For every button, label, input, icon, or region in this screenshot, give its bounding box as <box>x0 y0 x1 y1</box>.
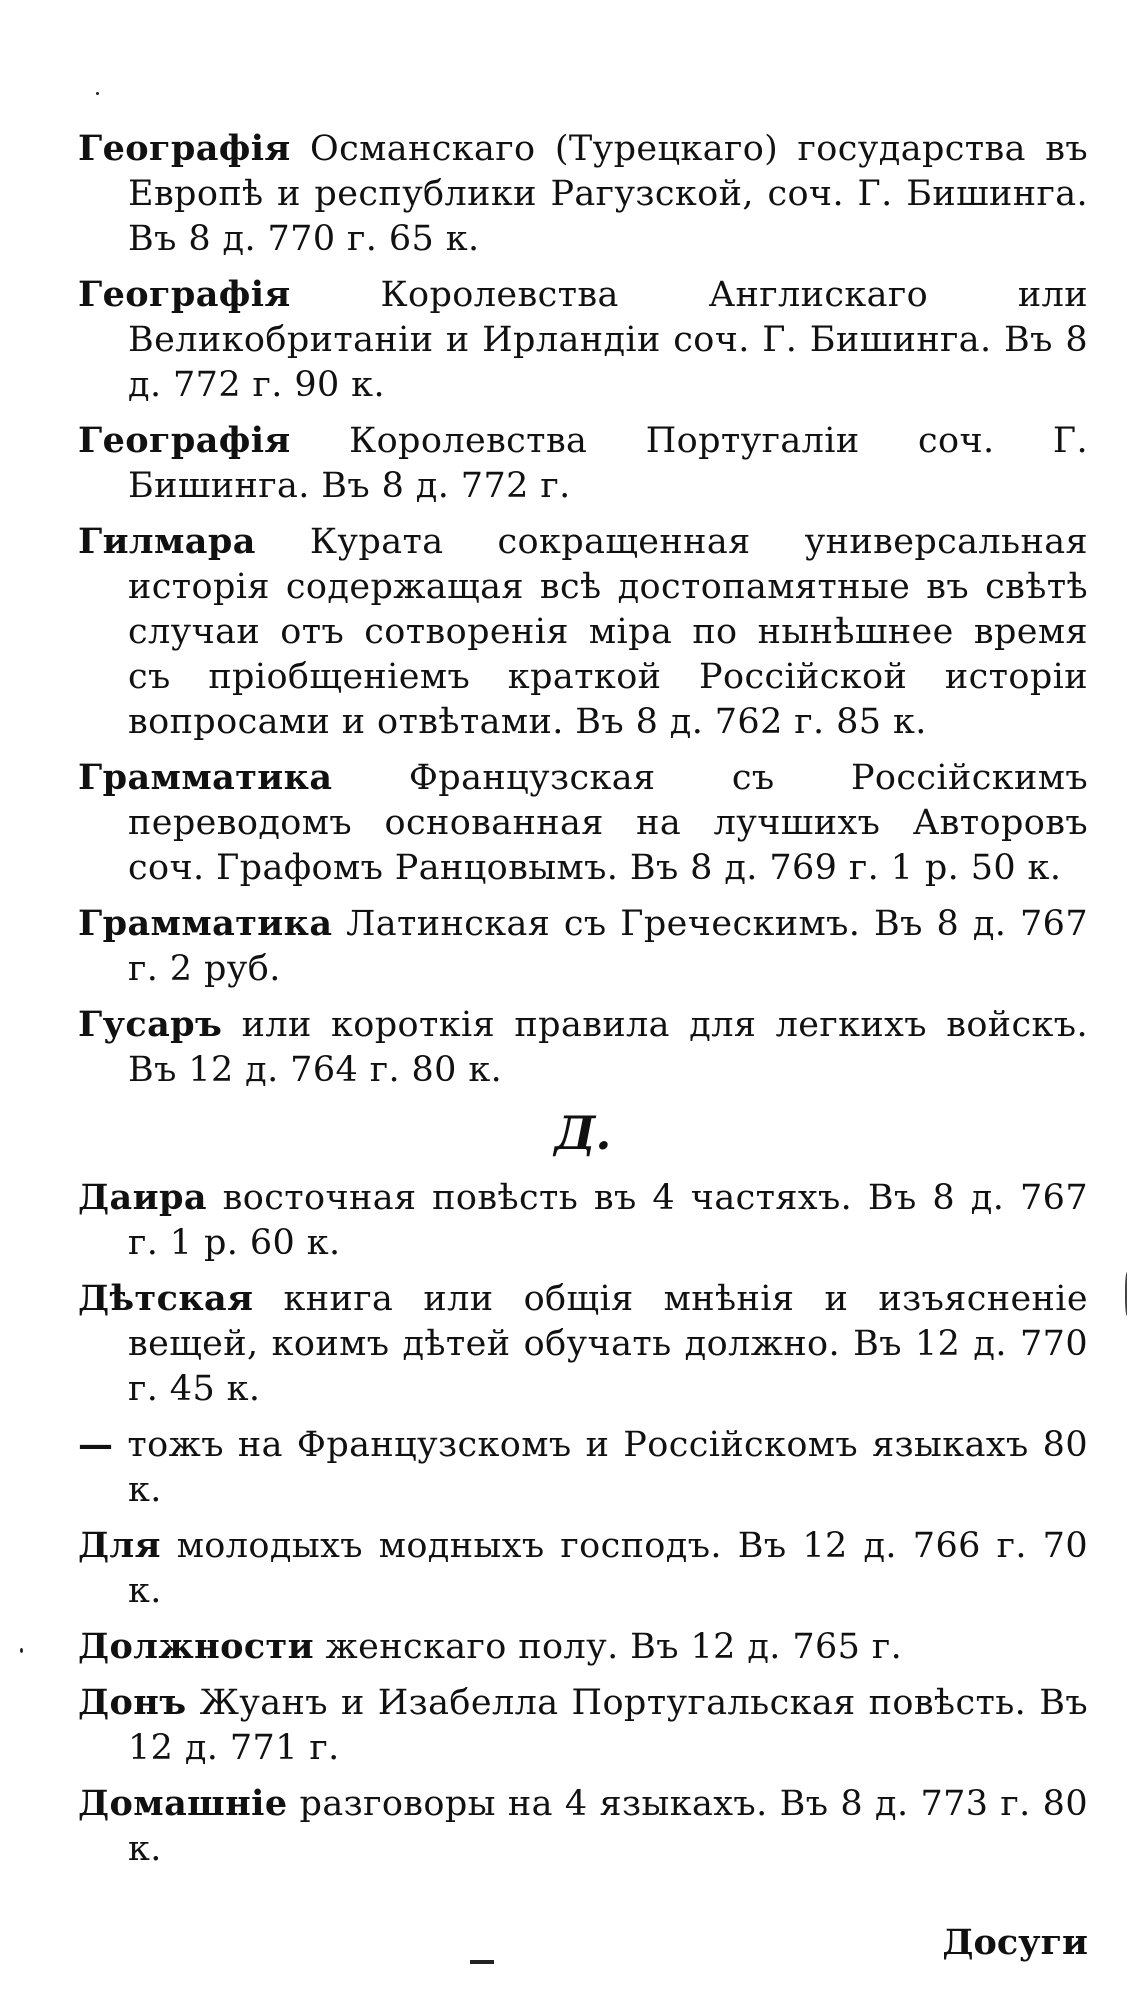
entry-text: Королевства Португаліи соч. Г. Бишинга. Въ 8 д. 772 г. <box>128 421 1089 506</box>
entry-headword: Дѣтская <box>78 1278 254 1319</box>
ink-smudge <box>470 1960 494 1964</box>
entry-headword: Географія <box>78 274 291 315</box>
catchword: Досуги <box>942 1922 1088 1963</box>
entry-text: Королевства Англискаго или Великобританіи и Ирландіи соч. Г. Бишинга. Въ 8 д. 772 г. 90 к. <box>128 275 1088 405</box>
entry-text: восточная повѣсть въ 4 частяхъ. Въ 8 д. 767 г. 1 р. 60 к. <box>128 1178 1088 1263</box>
catalog-entry <box>78 1276 1088 1412</box>
catalog-entry <box>78 1781 1088 1872</box>
entry-headword: Географія <box>78 420 291 461</box>
ink-speck <box>96 92 99 95</box>
section-letter-heading: Д. <box>554 1106 612 1160</box>
catalog-entry <box>78 126 1088 262</box>
entry-text: Курата сокращенная универсальная исторія содержащая всѣ достопамятные въ свѣтѣ случаи отъ сотворенія міра по нынѣшнее время съ пріобщеніемъ краткой Россійской исторіи вопросами и отвѣтами. Въ 8 д. 762 г. 85 к. <box>128 522 1088 742</box>
entry-text: разговоры на 4 языкахъ. Въ 8 д. 773 г. 80 к. <box>128 1784 1089 1869</box>
entry-text: молодыхъ модныхъ господъ. Въ 12 д. 766 г. 70 к. <box>128 1526 1089 1611</box>
entry-headword: Грамматика <box>78 903 333 944</box>
entry-headword: Домашніе <box>78 1783 288 1824</box>
catalog-entry <box>78 272 1088 408</box>
entry-headword: Географія <box>78 128 291 169</box>
catalog-entry <box>78 418 1088 509</box>
catalog-entry <box>78 755 1088 891</box>
entry-text: тожъ на Французскомъ и Россійскомъ языкахъ 80 к. <box>127 1425 1088 1510</box>
margin-mark <box>1125 1272 1130 1316</box>
entry-headword: Грамматика <box>78 757 333 798</box>
catalog-entry <box>78 1422 1088 1513</box>
entry-text: Французская съ Россійскимъ переводомъ основанная на лучшихъ Авторовъ соч. Графомъ Ранцовымъ. Въ 8 д. 769 г. 1 р. 50 к. <box>128 758 1088 888</box>
catalog-entry <box>78 901 1088 992</box>
entry-headword: Гилмара <box>78 521 256 562</box>
entry-headword: Должности <box>78 1626 315 1667</box>
entry-text: Латинская съ Греческимъ. Въ 8 д. 767 г. 2 руб. <box>128 904 1088 989</box>
entry-text: Жуанъ и Изабелла Португальская повѣсть. Въ 12 д. 771 г. <box>128 1683 1088 1768</box>
entry-headword: Даира <box>78 1177 207 1218</box>
entry-headword: — <box>78 1424 114 1465</box>
catalog-entry <box>78 1523 1088 1614</box>
entry-text: или короткія правила для легкихъ войскъ. Въ 12 д. 764 г. 80 к. <box>128 1005 1088 1090</box>
catalog-entry <box>78 1002 1088 1093</box>
catalog-column <box>78 126 1088 1882</box>
ink-speck <box>20 1648 23 1653</box>
entry-text: Османскаго (Турецкаго) государства въ Европѣ и республики Рагузской, соч. Г. Бишинга. Въ 8 д. 770 г. 65 к. <box>128 129 1089 259</box>
catalog-entry <box>78 1680 1088 1771</box>
entry-text: женскаго полу. Въ 12 д. 765 г. <box>325 1627 903 1667</box>
catalog-entry <box>78 1624 1088 1670</box>
catalog-entry <box>78 1175 1088 1266</box>
entry-text: книга или общія мнѣнія и изъясненіе вещей, коимъ дѣтей обучать должно. Въ 12 д. 770 г. 45 к. <box>128 1279 1088 1409</box>
catalog-entry <box>78 519 1088 745</box>
entry-headword: Для <box>78 1525 161 1566</box>
entry-headword: Гусаръ <box>78 1004 223 1045</box>
entry-headword: Донъ <box>78 1682 187 1723</box>
